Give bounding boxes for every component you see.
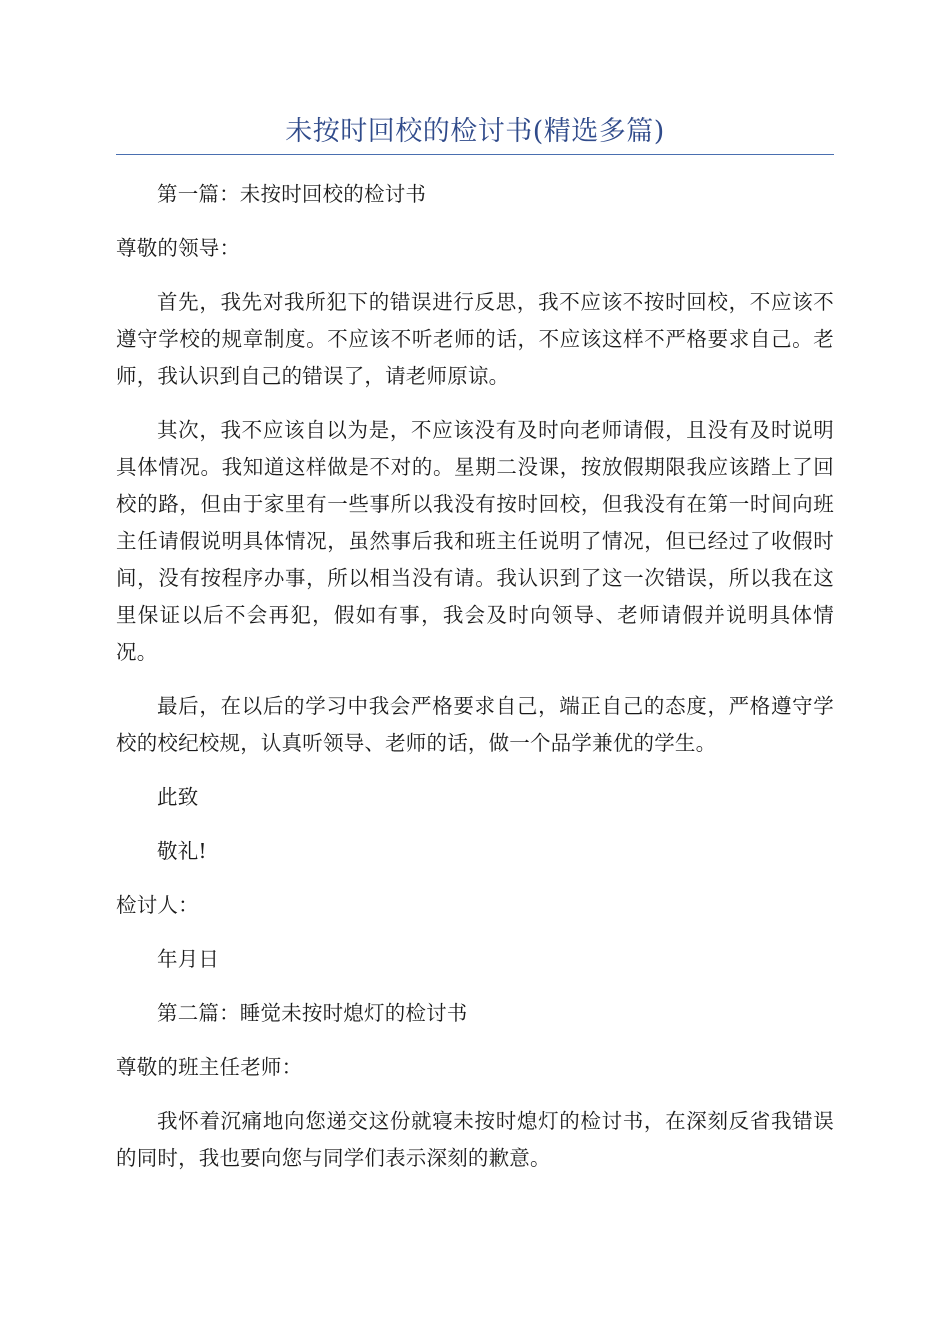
salutation-2: 尊敬的班主任老师： [116,1055,303,1079]
closing-line: 此致 [157,785,199,809]
date-line: 年月日 [157,947,220,971]
body-paragraph: 最后，在以后的学习中我会严格要求自己，端正自己的态度，严格遵守学校的校纪校规，认真听领导、老师的话，做一个品学兼优的学生。 [116,694,834,755]
body-paragraph: 其次，我不应该自以为是，不应该没有及时向老师请假，且没有及时说明具体情况。我知道这样做是不对的。星期二没课，按放假期限我应该踏上了回校的路，但由于家里有一些事所以我没有按时回校，但我没有在第一时间向班主任请假说明具体情况，虽然事后我和班主任说明了情况，但已经过了收假时间，没有按程序办事，所以相当没有请。我认识到了这一次错误，所以我在这里保证以后不会再犯，假如有事，我会及时向领导、老师请假并说明具体情况。 [116,418,834,664]
body-paragraph: 我怀着沉痛地向您递交这份就寝未按时熄灯的检讨书，在深刻反省我错误的同时，我也要向您与同学们表示深刻的歉意。 [116,1109,834,1170]
section-heading-1: 第一篇：未按时回校的检讨书 [157,182,427,206]
title-underline [116,154,834,155]
signature-label: 检讨人： [116,893,199,917]
section-heading-2: 第二篇：睡觉未按时熄灯的检讨书 [157,1001,468,1025]
document-body [116,176,834,1194]
body-paragraph: 首先，我先对我所犯下的错误进行反思，我不应该不按时回校，不应该不遵守学校的规章制度。不应该不听老师的话，不应该这样不严格要求自己。老师，我认识到自己的错误了，请老师原谅。 [116,290,834,388]
closing-salute: 敬礼! [157,839,207,863]
document-title: 未按时回校的检讨书(精选多篇) [285,116,665,147]
salutation-1: 尊敬的领导： [116,236,241,260]
